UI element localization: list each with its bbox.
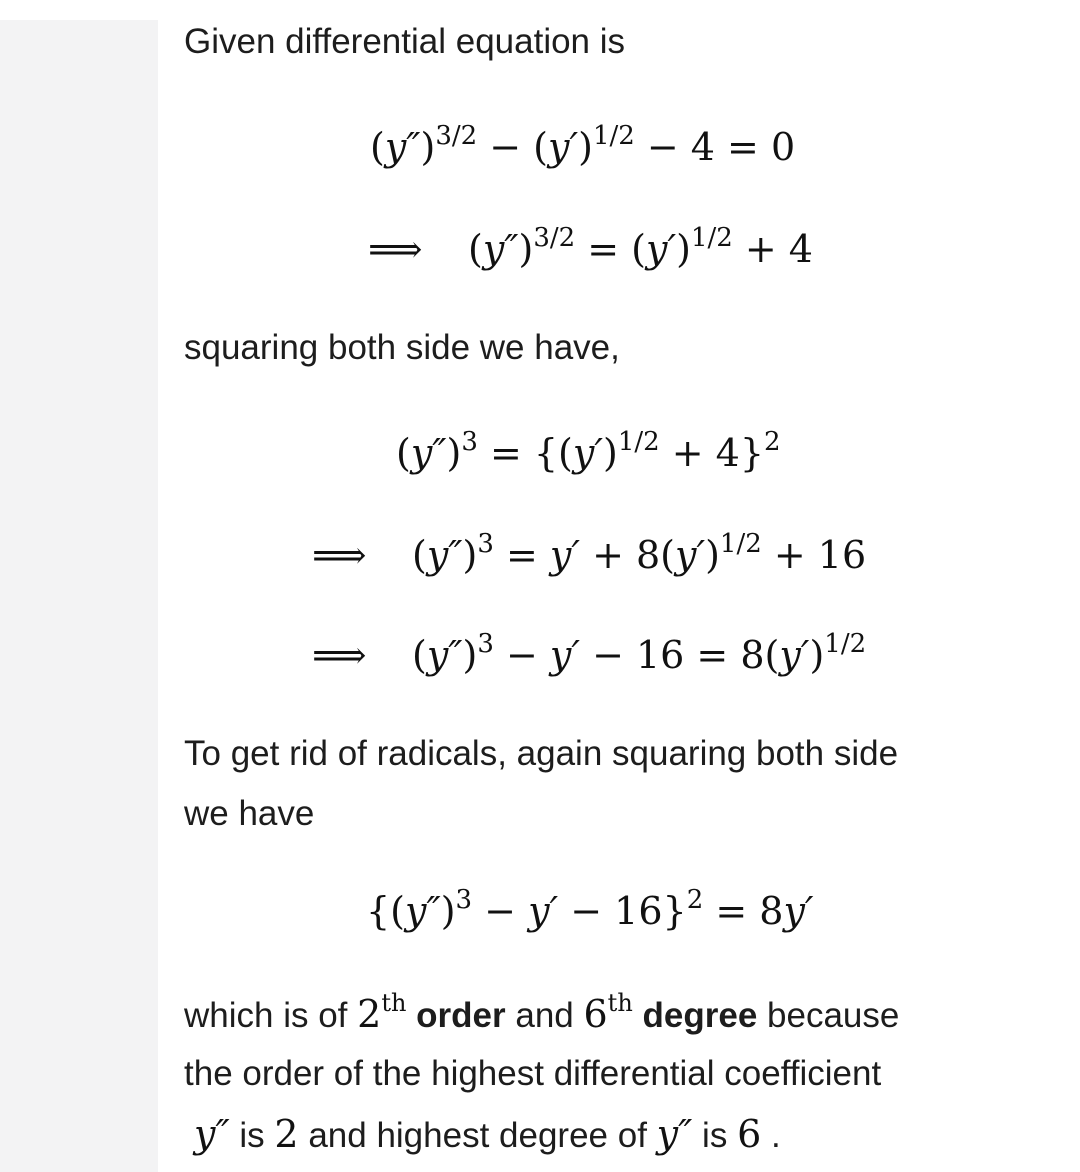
implies-arrow: ⟹ bbox=[312, 533, 367, 577]
implies-arrow: ⟹ bbox=[368, 227, 423, 271]
conclusion-line3: y″ is 2 and highest degree of y″ is 6 . bbox=[194, 1112, 781, 1156]
radicals-text-line2: we have bbox=[184, 794, 315, 833]
equation-1: $(y'')^{3/2} - (y')^{1/2} - 4 = 0$ bbox=[370, 121, 796, 169]
radicals-text-line1: To get rid of radicals, again squaring both side bbox=[184, 734, 899, 773]
conclusion-line1: which is of 2th order and 6th degree because bbox=[184, 989, 900, 1036]
equation-2: ⟹ $(y'')^{3/2} = (y')^{1/2} + 4$ bbox=[368, 224, 813, 274]
left-sidebar bbox=[0, 20, 158, 1172]
equation-5: ⟹ $(y'')^3 - y' - 16 = 8(y')^{1/2}$ bbox=[312, 630, 866, 680]
equation-6: $\{(y'')^3 - y' - 16\}^2 = 8y'$ bbox=[366, 885, 814, 933]
degree-number: 6th bbox=[583, 989, 633, 1036]
equation-4: ⟹ $(y'')^3 = y' + 8(y')^{1/2} + 16$ bbox=[312, 530, 866, 580]
implies-arrow: ⟹ bbox=[312, 633, 367, 677]
conclusion-line2: the order of the highest differential coefficient bbox=[184, 1054, 882, 1093]
order-number: 2th bbox=[357, 989, 407, 1036]
equation-3: $(y'')^3 = \{(y')^{1/2} + 4\}^2$ bbox=[396, 427, 781, 475]
squaring-text: squaring both side we have, bbox=[184, 328, 620, 367]
intro-text: Given differential equation is bbox=[184, 22, 626, 61]
